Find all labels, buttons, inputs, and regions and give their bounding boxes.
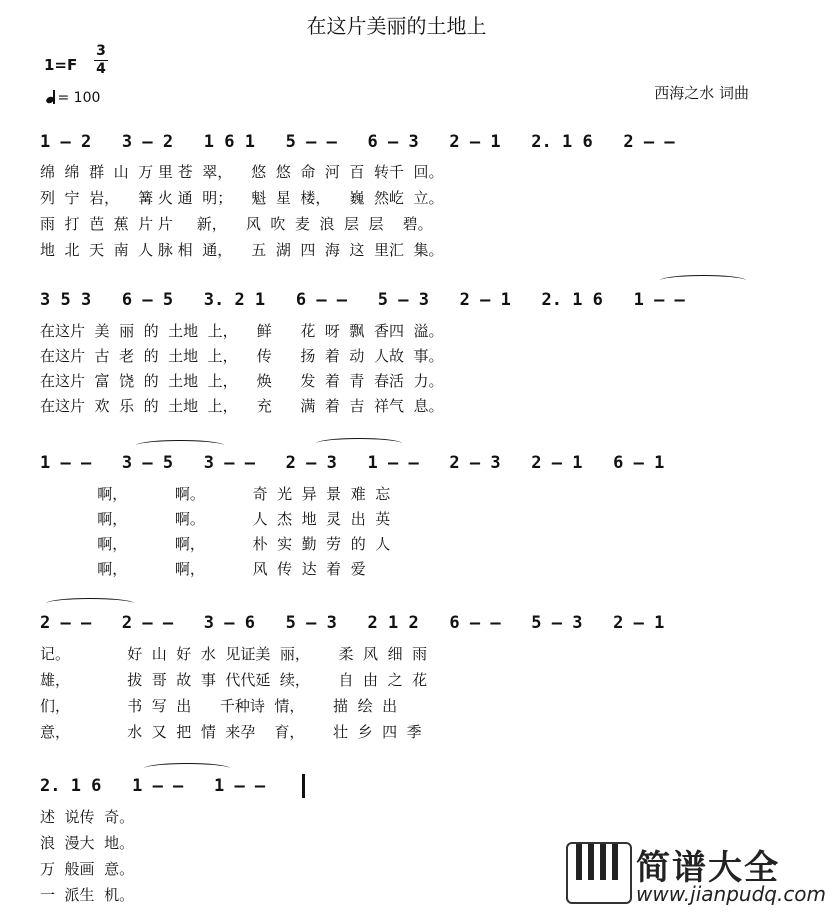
lyric-line: 意， 水 又 把 情 来孕 育， 壮 乡 四 季 bbox=[40, 723, 422, 741]
lyric-line: 地 北 天 南 人 脉 相 通， 五 湖 四 海 这 里汇 集。 bbox=[40, 241, 444, 259]
lyric-line: 绵 绵 群 山 万 里 苍 翠， 悠 悠 命 河 百 转千 回。 bbox=[40, 163, 444, 181]
key-signature: 1=F bbox=[44, 56, 78, 74]
tempo-marking bbox=[46, 90, 100, 106]
lyric-line: 啊， 啊， 风 传 达 着 爱 bbox=[40, 560, 366, 578]
site-logo bbox=[566, 838, 826, 908]
lyric-line: 在这片 欢 乐 的 土地 上， 充 满 着 吉 祥气 息。 bbox=[40, 397, 444, 415]
piano-keys-icon bbox=[566, 842, 632, 904]
notes-line: 1 – – 3 – 5 3 – – 2 – 3 1 – – 2 – 3 2 – 1 6 – 1 bbox=[40, 453, 665, 473]
notes-line: 2. 1 6 1 – – 1 – – bbox=[40, 776, 266, 796]
lyric-line: 在这片 富 饶 的 土地 上， 焕 发 着 青 春活 力。 bbox=[40, 372, 444, 390]
time-signature bbox=[94, 44, 108, 77]
lyric-line: 在这片 古 老 的 土地 上， 传 扬 着 动 人故 事。 bbox=[40, 347, 444, 365]
tempo-value: = 100 bbox=[57, 90, 101, 106]
lyric-line: 雄， 拔 哥 故 事 代代延 续， 自 由 之 花 bbox=[40, 671, 428, 689]
notes-line: 2 – – 2 – – 3 – 6 5 – 3 2 1 2 6 – – 5 – 3 2 – 1 bbox=[40, 613, 665, 633]
tie-slur bbox=[144, 763, 230, 774]
time-signature-bottom: 4 bbox=[96, 61, 106, 77]
time-signature-top: 3 bbox=[96, 43, 106, 59]
lyric-line: 列 宁 岩， 篝 火 通 明； 魁 星 楼， 巍 然屹 立。 bbox=[40, 189, 444, 207]
lyric-line: 一 派生 机。 bbox=[40, 886, 135, 904]
lyric-line: 啊， 啊， 朴 实 勤 劳 的 人 bbox=[40, 535, 391, 553]
lyric-line: 啊， 啊。 人 杰 地 灵 出 英 bbox=[40, 510, 391, 528]
page-title: 在这片美丽的土地上 bbox=[306, 14, 487, 38]
logo-url: www.jianpudq.com bbox=[636, 882, 826, 906]
lyric-line: 雨 打 芭 蕉 片 片 新， 风 吹 麦 浪 层 层 碧。 bbox=[40, 215, 433, 233]
lyric-line: 万 般画 意。 bbox=[40, 860, 135, 878]
credit: 西海之水 词曲 bbox=[654, 84, 749, 102]
tie-slur bbox=[316, 438, 402, 449]
lyric-line: 记。 好 山 好 水 见证美 丽， 柔 风 细 雨 bbox=[40, 645, 428, 663]
lyric-line: 述 说传 奇。 bbox=[40, 808, 135, 826]
tie-slur bbox=[660, 275, 746, 286]
notes-line: 1 – 2 3 – 2 1 6 1 5 – – 6 – 3 2 – 1 2. 1 6 2 – – bbox=[40, 132, 675, 152]
logo-text: 简谱大全 bbox=[636, 848, 780, 888]
tie-slur bbox=[136, 440, 224, 451]
lyric-line: 们， 书 写 出 千种诗 情， 描 绘 出 bbox=[40, 697, 398, 715]
notes-line: 3 5 3 6 – 5 3. 2 1 6 – – 5 – 3 2 – 1 2. 1 6 1 – – bbox=[40, 290, 685, 310]
lyric-line: 在这片 美 丽 的 土地 上， 鲜 花 呀 飘 香四 溢。 bbox=[40, 322, 444, 340]
tie-slur bbox=[46, 598, 134, 609]
final-barline bbox=[302, 774, 305, 798]
lyric-line: 浪 漫大 地。 bbox=[40, 834, 135, 852]
lyric-line: 啊， 啊。 奇 光 异 景 难 忘 bbox=[40, 485, 391, 503]
